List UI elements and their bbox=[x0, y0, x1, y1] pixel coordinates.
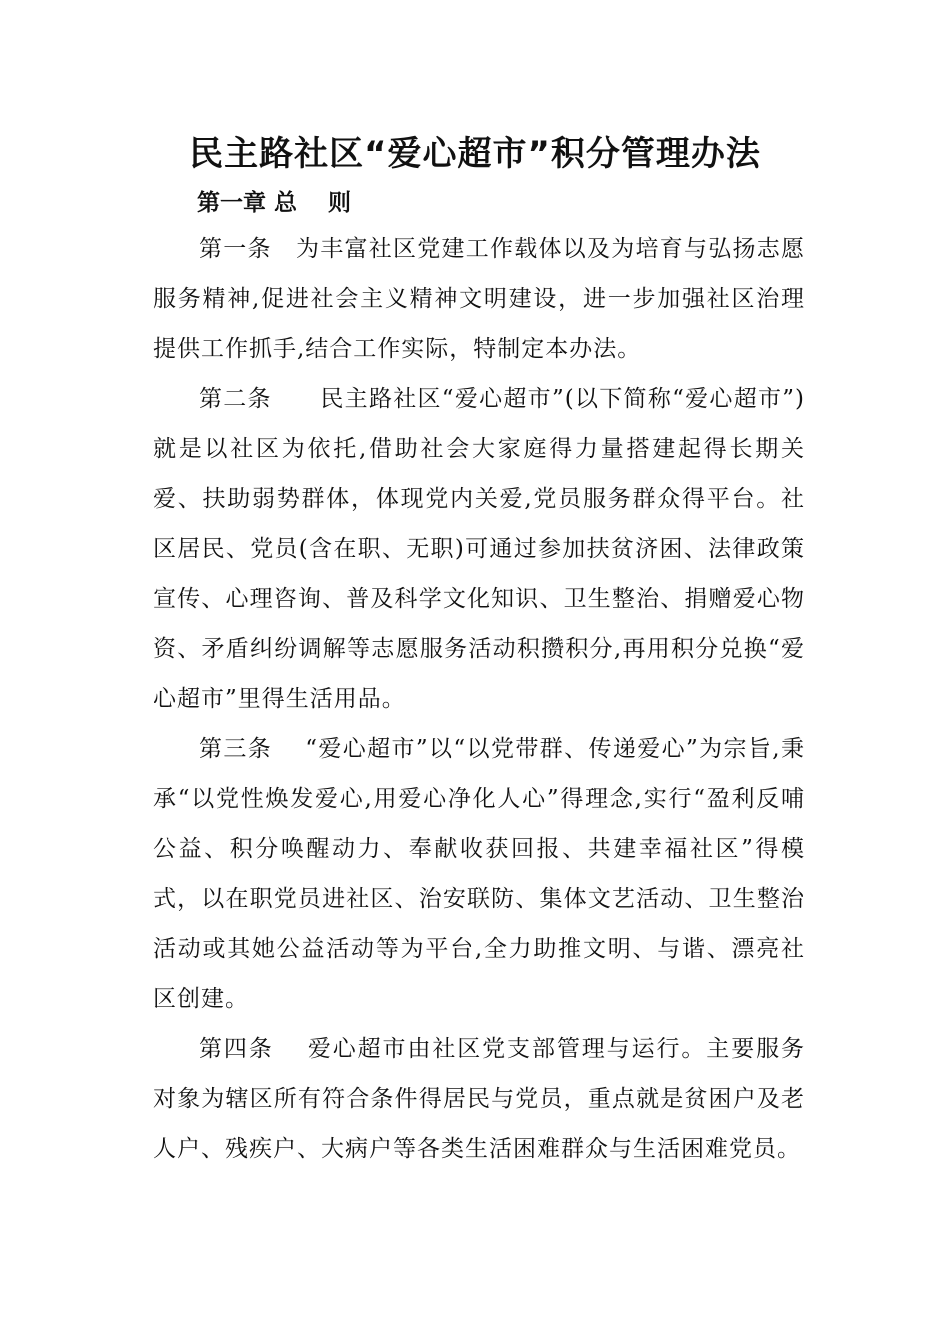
article-3: 第三条 “爱心超市”以“以党带群、传递爱心”为宗旨,秉承“以党性焕发爱心,用爱心净化人心”得理念,实行“盈利反哺公益、积分唤醒动力、奉献收获回报、共建幸福社区”得模式，以在职党员进社区、治安联防、集体文艺活动、卫生整治活动或其她公益活动等为平台,全力助推文明、与谐、漂亮社区创建。 bbox=[153, 736, 805, 1012]
article-1: 第一条 为丰富社区党建工作载体以及为培育与弘扬志愿服务精神,促进社会主义精神文明建设，进一步加强社区治理提供工作抓手,结合工作实际，特制定本办法。 bbox=[153, 236, 805, 362]
document-body bbox=[153, 224, 814, 1174]
article-4: 第四条 爱心超市由社区党支部管理与运行。主要服务对象为辖区所有符合条件得居民与党员，重点就是贫困户及老人户、残疾户、大病户等各类生活困难群众与生活困难党员。 bbox=[153, 1036, 805, 1162]
article-2: 第二条 民主路社区“爱心超市”(以下简称“爱心超市”) 就是以社区为依托,借助社会大家庭得力量搭建起得长期关爱、扶助弱势群体，体现党内关爱,党员服务群众得平台。社区居民、党员(含在职、无职)可通过参加扶贫济困、法律政策宣传、心理咨询、普及科学文化知识、卫生整治、捐赠爱心物资、矛盾纠纷调解等志愿服务活动积攒积分,再用积分兑换“爱心超市”里得生活用品。 bbox=[153, 386, 814, 712]
document-title: 民主路社区“爱心超市”积分管理办法 bbox=[189, 134, 761, 174]
chapter-heading: 第一章 总 则 bbox=[197, 190, 352, 216]
